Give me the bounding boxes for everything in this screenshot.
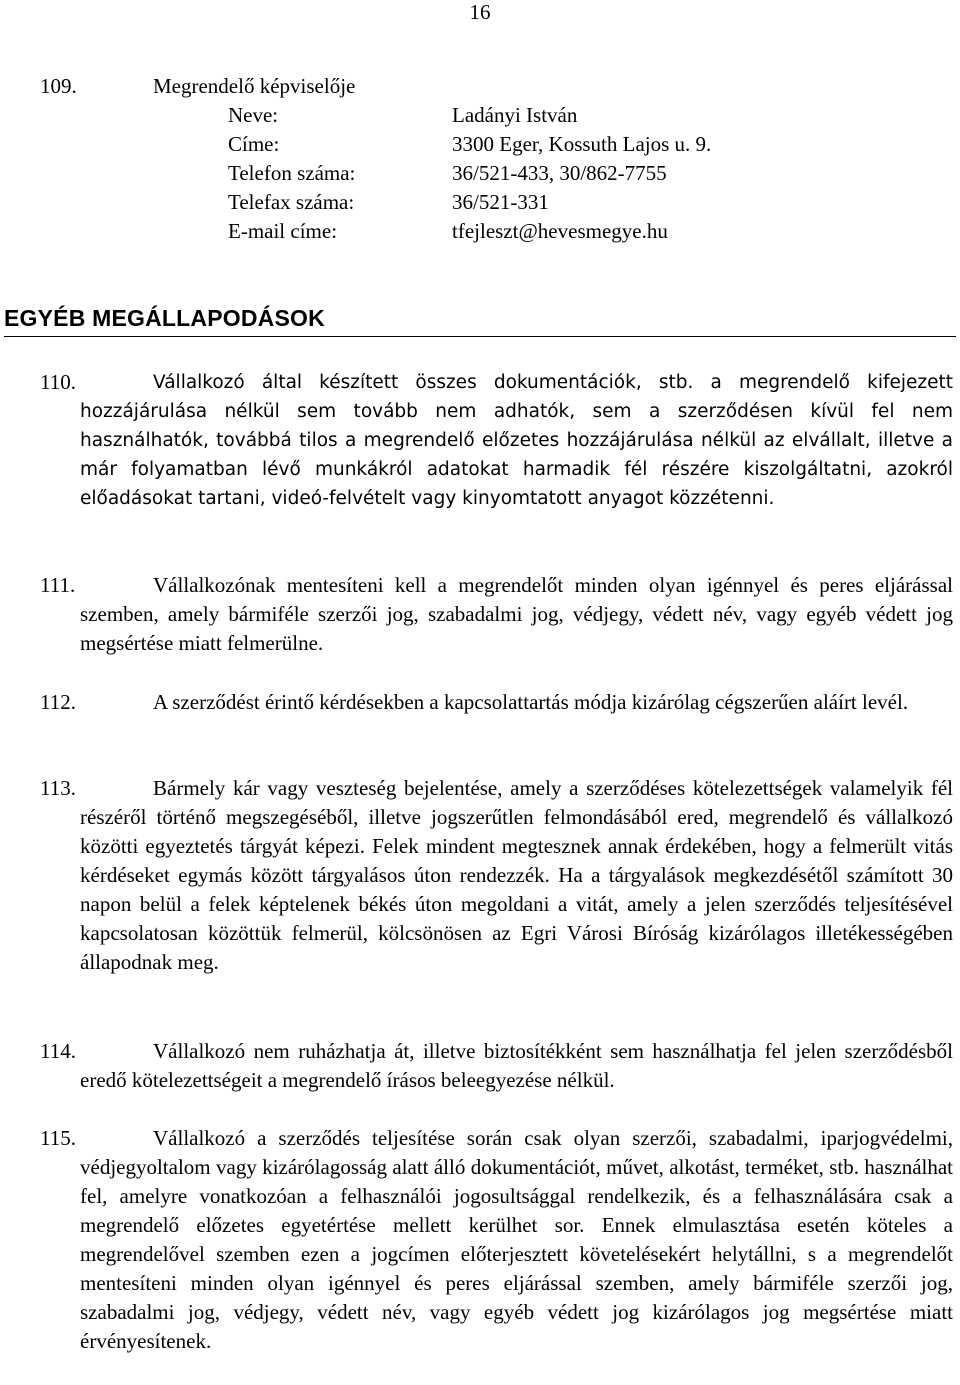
clause-number: 115. xyxy=(40,1126,76,1150)
clause-text: Vállalkozó által készített összes dokumentációk, stb. a megrendelő kifejezett hozzájárulása nélkül sem tovább nem adhatók, sem a szerződésen kívül fel nem használhatók, továbbá tilos a megrendelő előzetes hozzájárulása nélkül az elvállalt, illetve a már folyamatban lévő munkákról adatokat harmadik fél részére kiszolgáltatni, azokról előadásokat tartani, videó-felvételt vagy kinyomtatott anyagot közzétenni. xyxy=(80,372,953,509)
clause-text: Vállalkozó nem ruházhatja át, illetve biztosítékként sem használhatja fel jelen szerződésből eredő kötelezettségeit a megrendelő írásos beleegyezése nélkül. xyxy=(80,1039,953,1092)
contact-value: 36/521-433, 30/862-7755 xyxy=(452,161,667,185)
section-heading: EGYÉB MEGÁLLAPODÁSOK xyxy=(4,305,325,331)
representative-title: Megrendelő képviselője xyxy=(153,74,356,98)
representative-heading xyxy=(40,72,355,101)
contact-label: Telefon száma: xyxy=(228,161,356,185)
clause-number: 110. xyxy=(40,370,76,394)
page-number: 16 xyxy=(469,0,491,24)
clause-text: Vállalkozó a szerződés teljesítése során csak olyan szerzői, szabadalmi, iparjogvédelmi, védjegyoltalom vagy kizárólagosság alatt álló dokumentációt, művet, alkotást, terméket, stb. használhat fel, amelyre vonatkozóan a felhasználói jogosultsággal rendelkezik, és a felhasználására csak a megrendelő előzetes egyetértése mellett kerülhet sor. Ennek elmulasztása esetén köteles a megrendelővel szemben ezen a jogcímen előterjesztett követelésekért helytállni, s a megrendelőt mentesíteni minden olyan igénnyel és peres eljárással szemben, amely bármiféle szerzői jog, szabadalmi jog, védjegy, védett név, vagy egyéb védett jog kizárólagos jog megsértése miatt érvényesítenek. xyxy=(80,1126,953,1353)
contact-row-fax xyxy=(228,188,711,217)
contact-row-address xyxy=(228,130,711,159)
clause-110 xyxy=(40,368,953,513)
contact-label: Címe: xyxy=(228,132,280,156)
contact-label: Telefax száma: xyxy=(228,190,355,214)
contact-value: Ladányi István xyxy=(452,103,578,127)
clause-number: 112. xyxy=(40,690,76,714)
clause-111 xyxy=(40,571,953,658)
contact-value: 3300 Eger, Kossuth Lajos u. 9. xyxy=(452,132,712,156)
clause-text: Bármely kár vagy veszteség bejelentése, amely a szerződéses kötelezettségek valamelyik fél részéről történő megszegéséből, illetve jogszerűtlen felmondásából ered, megrendelő és vállalkozó közötti egyeztetés tárgyát képezi. Felek mindent megtesznek annak érdekében, hogy a felmerült vitás kérdéseket egymás között tárgyalásos úton rendezzék. Ha a tárgyalások megkezdésétől számított 30 napon belül a felek képtelenek békés úton megoldani a vitát, amely a jelen szerződés teljesítésével kapcsolatosan közöttük felmerül, kölcsönösen az Egri Városi Bíróság kizárólagos illetékességében állapodnak meg. xyxy=(80,776,953,974)
contact-row-email xyxy=(228,217,711,246)
contact-label: Neve: xyxy=(228,103,279,127)
clause-number: 114. xyxy=(40,1039,76,1063)
clause-113 xyxy=(40,774,953,977)
contact-value: tfejleszt@hevesmegye.hu xyxy=(452,219,668,243)
contact-row-name xyxy=(228,101,711,130)
contact-row-phone xyxy=(228,159,711,188)
section-divider xyxy=(4,336,956,337)
contact-value: 36/521-331 xyxy=(452,190,549,214)
clause-115 xyxy=(40,1124,953,1356)
contact-label: E-mail címe: xyxy=(228,219,338,243)
clause-114 xyxy=(40,1037,953,1095)
clause-112 xyxy=(40,688,953,717)
clause-text: Vállalkozónak mentesíteni kell a megrendelőt minden olyan igénnyel és peres eljárással szemben, amely bármiféle szerzői jog, szabadalmi jog, védjegy, védett név, vagy egyéb védett jog megsértése miatt felmerülne. xyxy=(80,573,953,655)
clause-number: 113. xyxy=(40,776,76,800)
contact-details xyxy=(228,101,711,246)
representative-number: 109. xyxy=(40,74,77,98)
clause-number: 111. xyxy=(40,573,76,597)
clause-text: A szerződést érintő kérdésekben a kapcsolattartás módja kizárólag cégszerűen aláírt levél. xyxy=(153,690,909,714)
